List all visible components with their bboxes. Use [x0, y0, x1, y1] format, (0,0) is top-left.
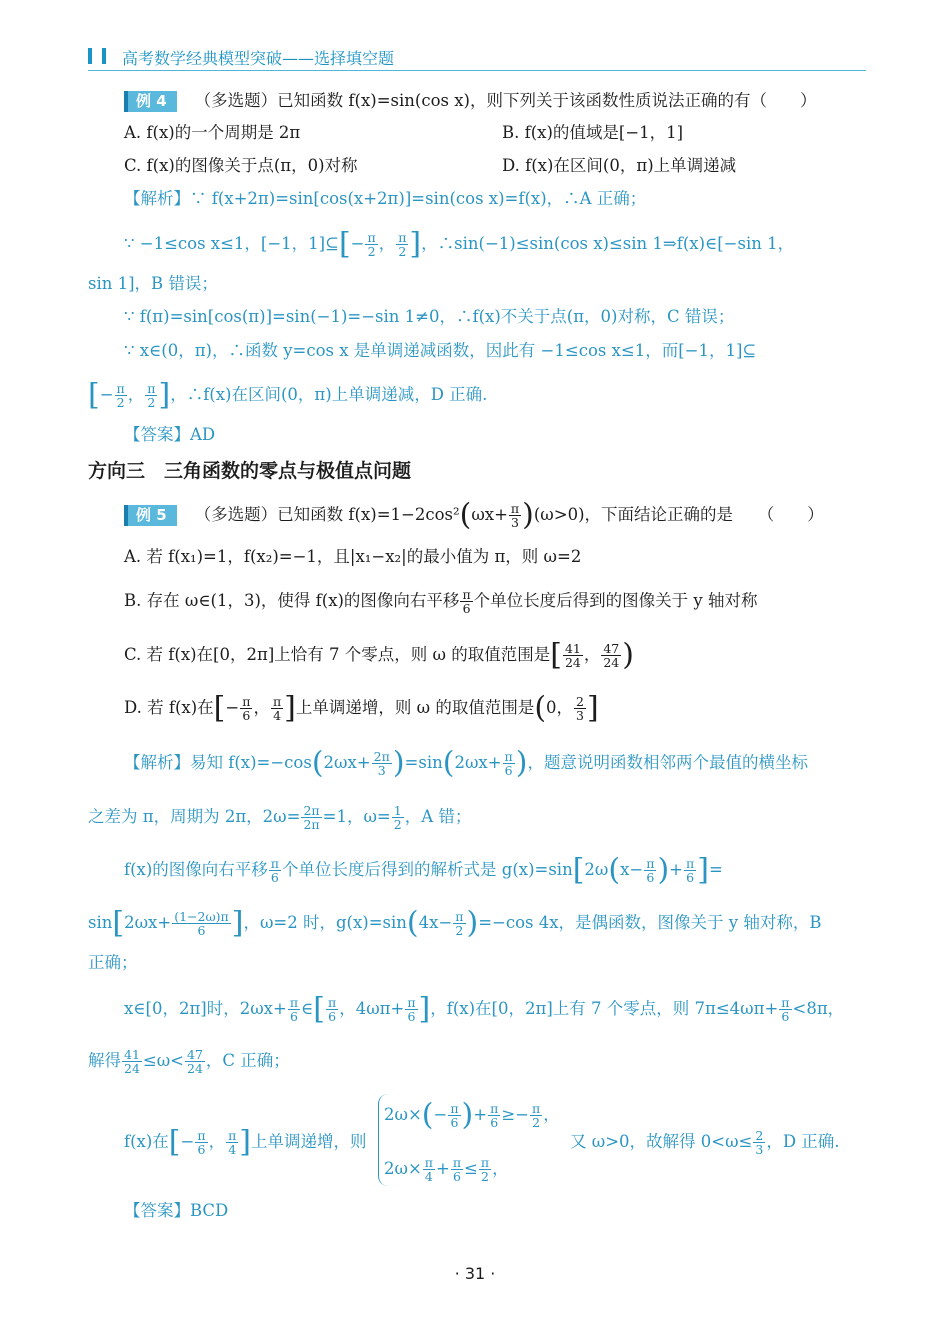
option-b: B. f(x)的值域是[−1，1]	[502, 123, 684, 142]
solution-line: 【解析】易知 f(x)=−cos(2ωx+ $\frac{2\pi}{3}$ )=sin(2ωx+ $\frac{\pi}{6}$ )，题意说明函数相邻两个最值的横坐标	[124, 745, 808, 781]
solution-line: ∵ −1≤cos x≤1，[−1，1]⊆[− $\frac{\pi}{2}$ ， $\frac{\pi}{2}$ ]，∴sin(−1)≤sin(cos x)≤sin 1⇒f(x)∈[−sin 1，	[124, 226, 795, 262]
header-title: 高考数学经典模型突破——选择填空题	[122, 49, 395, 68]
answer: 【答案】BCD	[124, 1201, 229, 1220]
inequality-2: 2ω× $\frac{\pi}{4}$ + $\frac{\pi}{6}$ ≤ $\frac{\pi}{2}$ ，	[384, 1155, 509, 1184]
solution-line: f(x)在[− $\frac{\pi}{6}$ ， $\frac{\pi}{4}$ ]上单调递增，则	[124, 1124, 367, 1160]
section-title: 方向三 三角函数的零点与极值点问题	[88, 460, 412, 482]
solution-line: 之差为 π，周期为 2π，2ω= $\frac{2\pi}{2\pi}$ =1，ω= $\frac{1}{2}$ ，A 错；	[88, 803, 472, 832]
answer: 【答案】AD	[124, 425, 216, 444]
solution-line: x∈[0，2π]时，2ωx+ $\frac{\pi}{6}$ ∈[ $\frac{\pi}{6}$ ，4ωπ+ $\frac{\pi}{6}$ ]，f(x)在[0，2π]上有 7 个零点，则 7π≤4ωπ+ $\frac{\pi}{6}$ <8π，	[124, 991, 845, 1027]
example-5-stem: 例 5 （多选题）已知函数 f(x)=1−2cos²(ωx+ $\frac{\pi}{3}$ )(ω>0)，下面结论正确的是 （ ）	[124, 502, 824, 529]
solution-line: sin 1]，B 错误；	[88, 274, 218, 293]
option-b: B. 存在 ω∈(1，3)，使得 f(x)的图像向右平移 $\frac{\pi}{6}$ 个单位长度后得到的图像关于 y 轴对称	[124, 587, 758, 616]
option-a: A. 若 f(x₁)=1，f(x₂)=−1，且|x₁−x₂|的最小值为 π，则 ω=2	[124, 547, 582, 566]
example-badge: 例 4	[124, 91, 177, 112]
option-c: C. 若 f(x)在[0，2π]上恰有 7 个零点，则 ω 的取值范围是[ $\frac{41}{24}$ ， $\frac{47}{24}$ )	[124, 637, 634, 673]
solution-line: ∵ x∈(0，π)，∴函数 y=cos x 是单调递减函数，因此有 −1≤cos x≤1，而[−1，1]⊆	[124, 341, 757, 360]
solution-line: sin[2ωx+ $\frac{(1-2\omega)\pi}{6}$ ]，ω=2 时，g(x)=sin(4x− $\frac{\pi}{2}$ )=−cos 4x，是偶函数，图像关于 y 轴对称，B	[88, 905, 822, 941]
option-d: D. f(x)在区间(0，π)上单调递减	[502, 156, 737, 175]
inequality-1: 2ω×(− $\frac{\pi}{6}$ )+ $\frac{\pi}{6}$ ≥− $\frac{\pi}{2}$ ，	[384, 1097, 560, 1133]
solution-line: 解得 $\frac{41}{24}$ ≤ω< $\frac{47}{24}$ ，C 正确；	[88, 1047, 290, 1076]
solution-line: 正确；	[88, 953, 138, 972]
solution-line: 又 ω>0，故解得 0<ω≤ $\frac{2}{3}$ ，D 正确.	[570, 1128, 840, 1157]
solution-line: ∵ f(π)=sin[cos(π)]=sin(−1)=−sin 1≠0，∴f(x)不关于点(π，0)对称，C 错误；	[124, 307, 735, 326]
option-a: A. f(x)的一个周期是 2π	[124, 123, 301, 142]
option-c: C. f(x)的图像关于点(π，0)对称	[124, 156, 358, 175]
header-bar-icon	[102, 48, 106, 64]
solution-line: f(x)的图像向右平移 $\frac{\pi}{6}$ 个单位长度后得到的解析式是 g(x)=sin[2ω(x− $\frac{\pi}{6}$ )+ $\frac{\pi}{6}$ ]=	[124, 852, 723, 888]
page-number: · 31 ·	[454, 1264, 496, 1283]
example-badge: 例 5	[124, 505, 177, 526]
solution-line: 【解析】∵ f(x+2π)=sin[cos(x+2π)]=sin(cos x)=f(x)，∴A 正确；	[124, 189, 647, 208]
header-bar-icon	[88, 48, 92, 64]
example-4-stem: 例 4 （多选题）已知函数 f(x)=sin(cos x)，则下列关于该函数性质说法正确的有（ ）	[124, 90, 816, 112]
option-d: D. 若 f(x)在[− $\frac{\pi}{6}$ ， $\frac{\pi}{4}$ ]上单调递增，则 ω 的取值范围是(0， $\frac{2}{3}$ ]	[124, 690, 599, 726]
page-header	[88, 44, 866, 71]
solution-line: [− $\frac{\pi}{2}$ ， $\frac{\pi}{2}$ ]，∴f(x)在区间(0，π)上单调递减，D 正确.	[88, 377, 488, 413]
